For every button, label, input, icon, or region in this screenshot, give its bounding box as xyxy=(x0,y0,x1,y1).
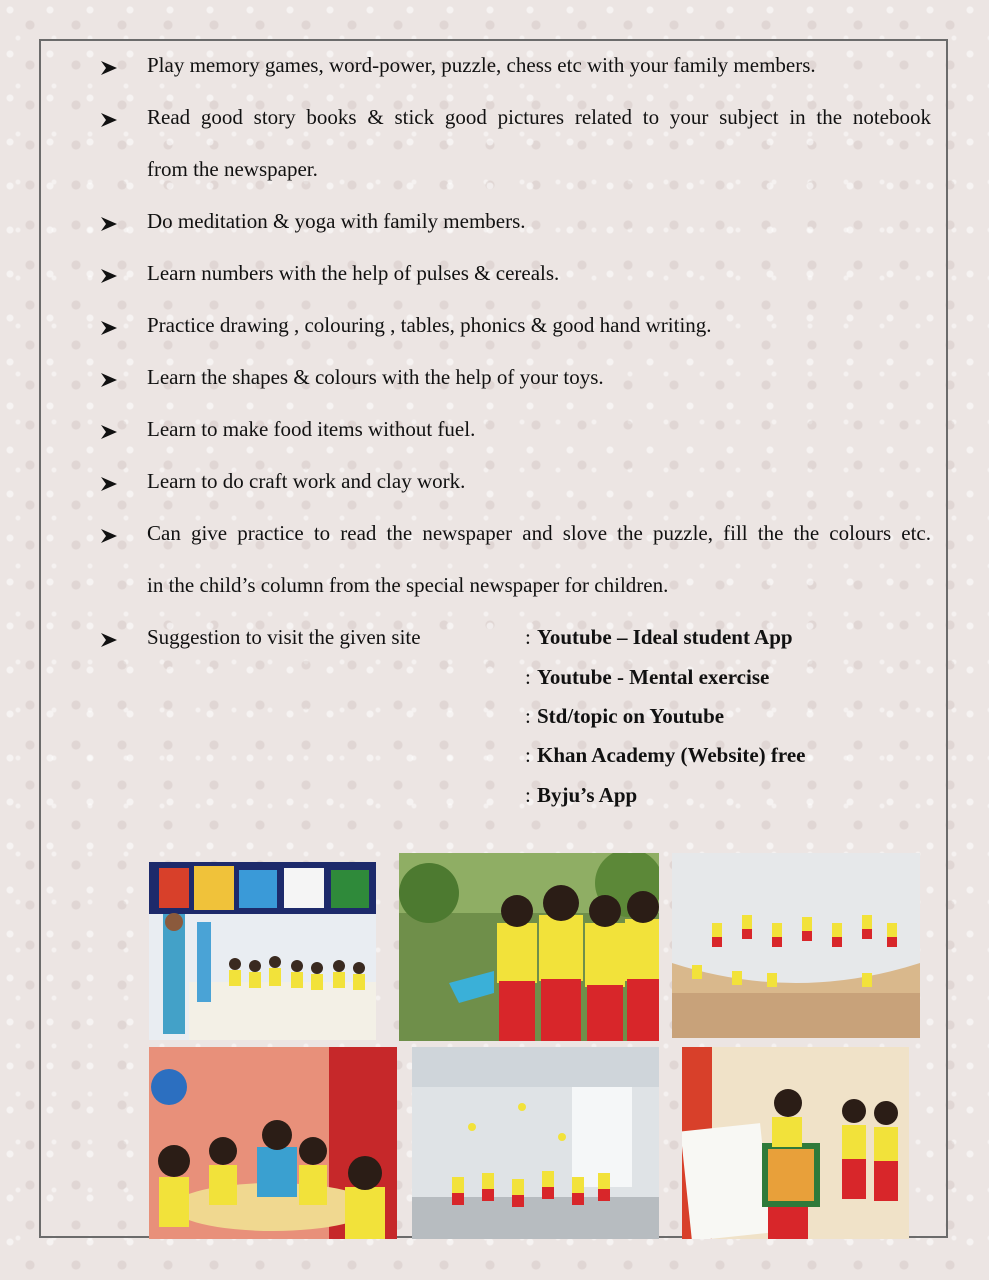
bullet-text: Learn numbers with the help of pulses & cereals. xyxy=(147,261,560,285)
bullet-text: Learn to do craft work and clay work. xyxy=(147,469,466,493)
children-exercise-hall-photo xyxy=(672,853,920,1038)
bullet-text: Play memory games, word-power, puzzle, chess etc with your family members. xyxy=(147,53,816,77)
arrowhead-bullet-icon xyxy=(101,113,119,129)
bullet-text: Do meditation & yoga with family members. xyxy=(147,209,526,233)
suggestion-item xyxy=(101,624,931,807)
arrowhead-bullet-icon xyxy=(101,217,119,233)
children-watering-plants-photo xyxy=(399,853,659,1041)
arrowhead-bullet-icon xyxy=(101,425,119,441)
children-ball-activity-photo xyxy=(412,1047,659,1239)
arrowhead-bullet-icon xyxy=(101,269,119,285)
arrowhead-bullet-icon xyxy=(101,321,119,337)
bullet-text-continued: in the child’s column from the special newspaper for children. xyxy=(147,573,669,597)
suggestion-label: Suggestion to visit the given site xyxy=(147,625,421,649)
children-drawing-display-photo xyxy=(682,1047,909,1239)
bullet-text: Can give practice to read the newspaper and slove the puzzle, fill the the colours etc. xyxy=(147,521,931,545)
page-frame xyxy=(39,39,948,1238)
bullet-text: Read good story books & stick good pictures related to your subject in the notebook xyxy=(147,105,931,129)
classroom-photo-teacher-blocks xyxy=(149,862,376,1040)
suggested-site: : Youtube – Ideal student App xyxy=(525,625,793,649)
bullet-text-continued: from the newspaper. xyxy=(147,157,318,181)
suggested-site: : Std/topic on Youtube xyxy=(525,704,725,728)
suggested-site: : Youtube - Mental exercise xyxy=(525,665,770,689)
arrowhead-bullet-icon xyxy=(101,61,119,77)
arrowhead-bullet-icon xyxy=(101,373,119,389)
suggested-site: : Byju’s App xyxy=(525,783,638,807)
bullet-text: Practice drawing , colouring , tables, phonics & good hand writing. xyxy=(147,313,712,337)
arrowhead-bullet-icon xyxy=(101,633,119,649)
bullet-text: Learn the shapes & colours with the help of your toys. xyxy=(147,365,604,389)
arrowhead-bullet-icon xyxy=(101,477,119,493)
arrowhead-bullet-icon xyxy=(101,529,119,545)
bullet-text: Learn to make food items without fuel. xyxy=(147,417,476,441)
suggested-site: : Khan Academy (Website) free xyxy=(525,743,806,767)
children-clay-table-photo xyxy=(149,1047,397,1239)
